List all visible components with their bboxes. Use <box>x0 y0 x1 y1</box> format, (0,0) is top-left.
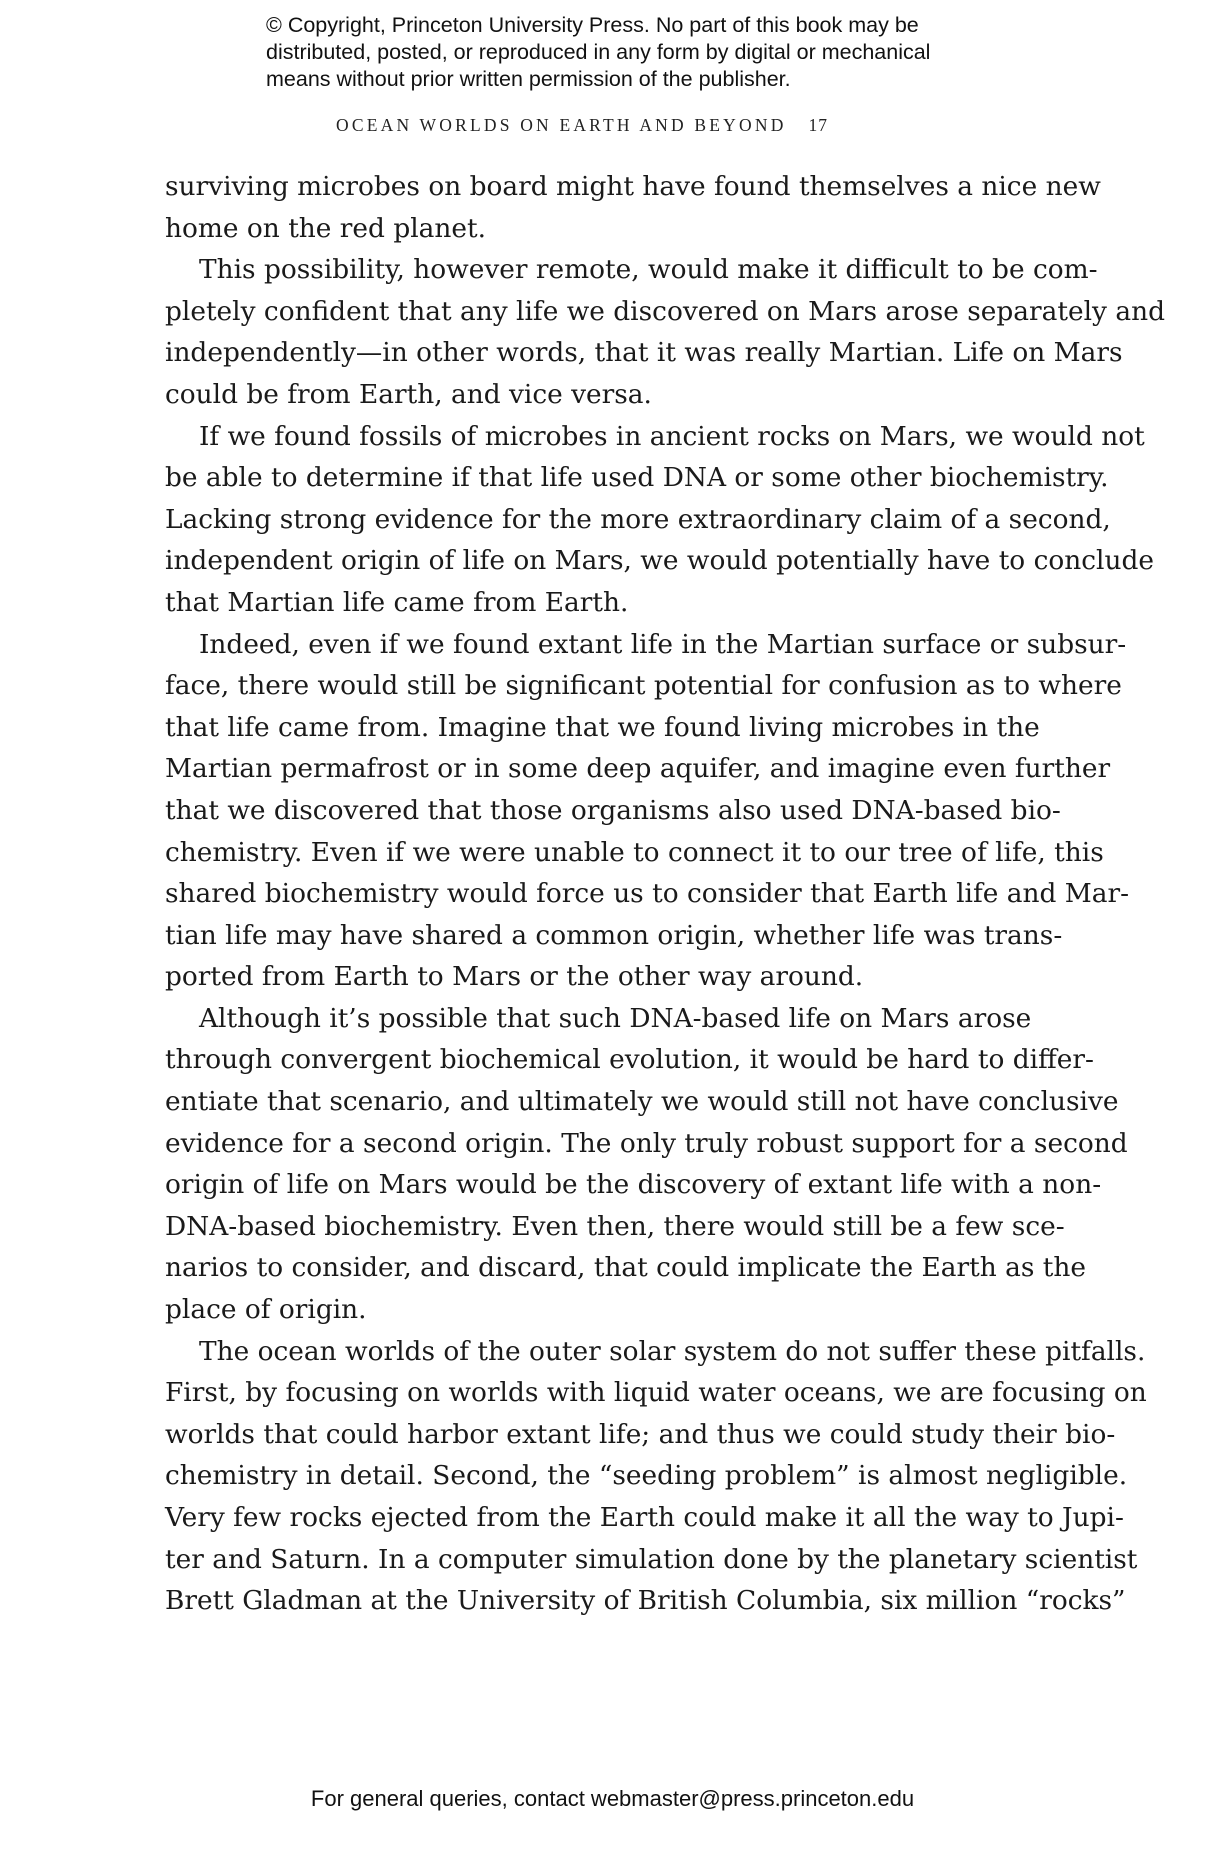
running-head-title: OCEAN WORLDS ON EARTH AND BEYOND <box>336 115 787 135</box>
text-line: narios to consider, and discard, that could implicate the Earth as the <box>165 1252 1087 1284</box>
text-line: surviving microbes on board might have found themselves a nice new <box>165 171 1101 202</box>
text-line: Brett Gladman at the University of British Columbia, six million “rocks” <box>165 1585 1126 1617</box>
text-line: independently—in other words, that it was really Martian. Life on Mars <box>165 337 1123 369</box>
text-line: evidence for a second origin. The only truly robust support for a second <box>165 1127 1128 1159</box>
text-line: through convergent biochemical evolution, it would be hard to differ- <box>165 1044 1094 1076</box>
text-line: Martian permafrost or in some deep aquifer, and imagine even further <box>165 753 1111 785</box>
text-line: Indeed, even if we found extant life in the Martian surface or subsur- <box>199 628 1127 660</box>
text-line: origin of life on Mars would be the discovery of extant life with a non- <box>165 1169 1102 1201</box>
copyright-line: © Copyright, Princeton University Press. No part of this book may be <box>266 13 919 37</box>
text-line: entiate that scenario, and ultimately we would still not have conclusive <box>165 1086 1119 1118</box>
text-line: tian life may have shared a common origin, whether life was trans- <box>165 919 1063 951</box>
text-line: Very few rocks ejected from the Earth could make it all the way to Jupi- <box>165 1502 1124 1533</box>
text-line: The ocean worlds of the outer solar system do not suffer these pitfalls. <box>199 1335 1146 1367</box>
text-line: worlds that could harbor extant life; and thus we could study their bio- <box>165 1418 1116 1450</box>
text-line: face, there would still be significant potential for confusion as to where <box>165 670 1122 702</box>
text-line: ter and Saturn. In a computer simulation done by the planetary scientist <box>165 1543 1138 1575</box>
body-text <box>165 166 1165 1622</box>
text-line: place of origin. <box>165 1294 367 1326</box>
text-line: chemistry. Even if we were unable to connect it to our tree of life, this <box>165 836 1104 868</box>
page-number: 17 <box>808 115 829 135</box>
copyright-line: distributed, posted, or reproduced in any form by digital or mechanical <box>266 40 931 64</box>
text-line: that we discovered that those organisms also used DNA-based bio- <box>165 794 1061 826</box>
copyright-notice <box>266 12 1026 93</box>
text-line: that life came from. Imagine that we found living microbes in the <box>165 711 1040 743</box>
footer-contact: For general queries, contact webmaster@press.princeton.edu <box>310 1786 915 1811</box>
text-line: This possibility, however remote, would make it difficult to be com- <box>199 254 1098 286</box>
text-line: independent origin of life on Mars, we would potentially have to conclude <box>165 545 1154 577</box>
text-line: chemistry in detail. Second, the “seeding problem” is almost negligible. <box>165 1460 1128 1492</box>
text-line: DNA-based biochemistry. Even then, there would still be a few sce- <box>165 1210 1065 1242</box>
text-line: shared biochemistry would force us to consider that Earth life and Mar- <box>165 878 1130 910</box>
text-line: ported from Earth to Mars or the other way around. <box>165 961 864 993</box>
text-line: be able to determine if that life used DNA or some other biochemistry. <box>165 462 1109 494</box>
text-line: home on the red planet. <box>165 212 486 244</box>
running-head <box>336 115 896 136</box>
text-line: could be from Earth, and vice versa. <box>165 378 652 410</box>
text-line: Lacking strong evidence for the more extraordinary claim of a second, <box>165 503 1111 535</box>
text-line: If we found fossils of microbes in ancient rocks on Mars, we would not <box>199 420 1145 452</box>
copyright-line: means without prior written permission of the publisher. <box>266 67 791 91</box>
text-line: that Martian life came from Earth. <box>165 586 629 618</box>
text-line: First, by focusing on worlds with liquid water oceans, we are focusing on <box>165 1377 1147 1409</box>
text-line: pletely confident that any life we discovered on Mars arose separately and <box>165 295 1165 327</box>
text-line: Although it’s possible that such DNA-based life on Mars arose <box>199 1002 1032 1034</box>
